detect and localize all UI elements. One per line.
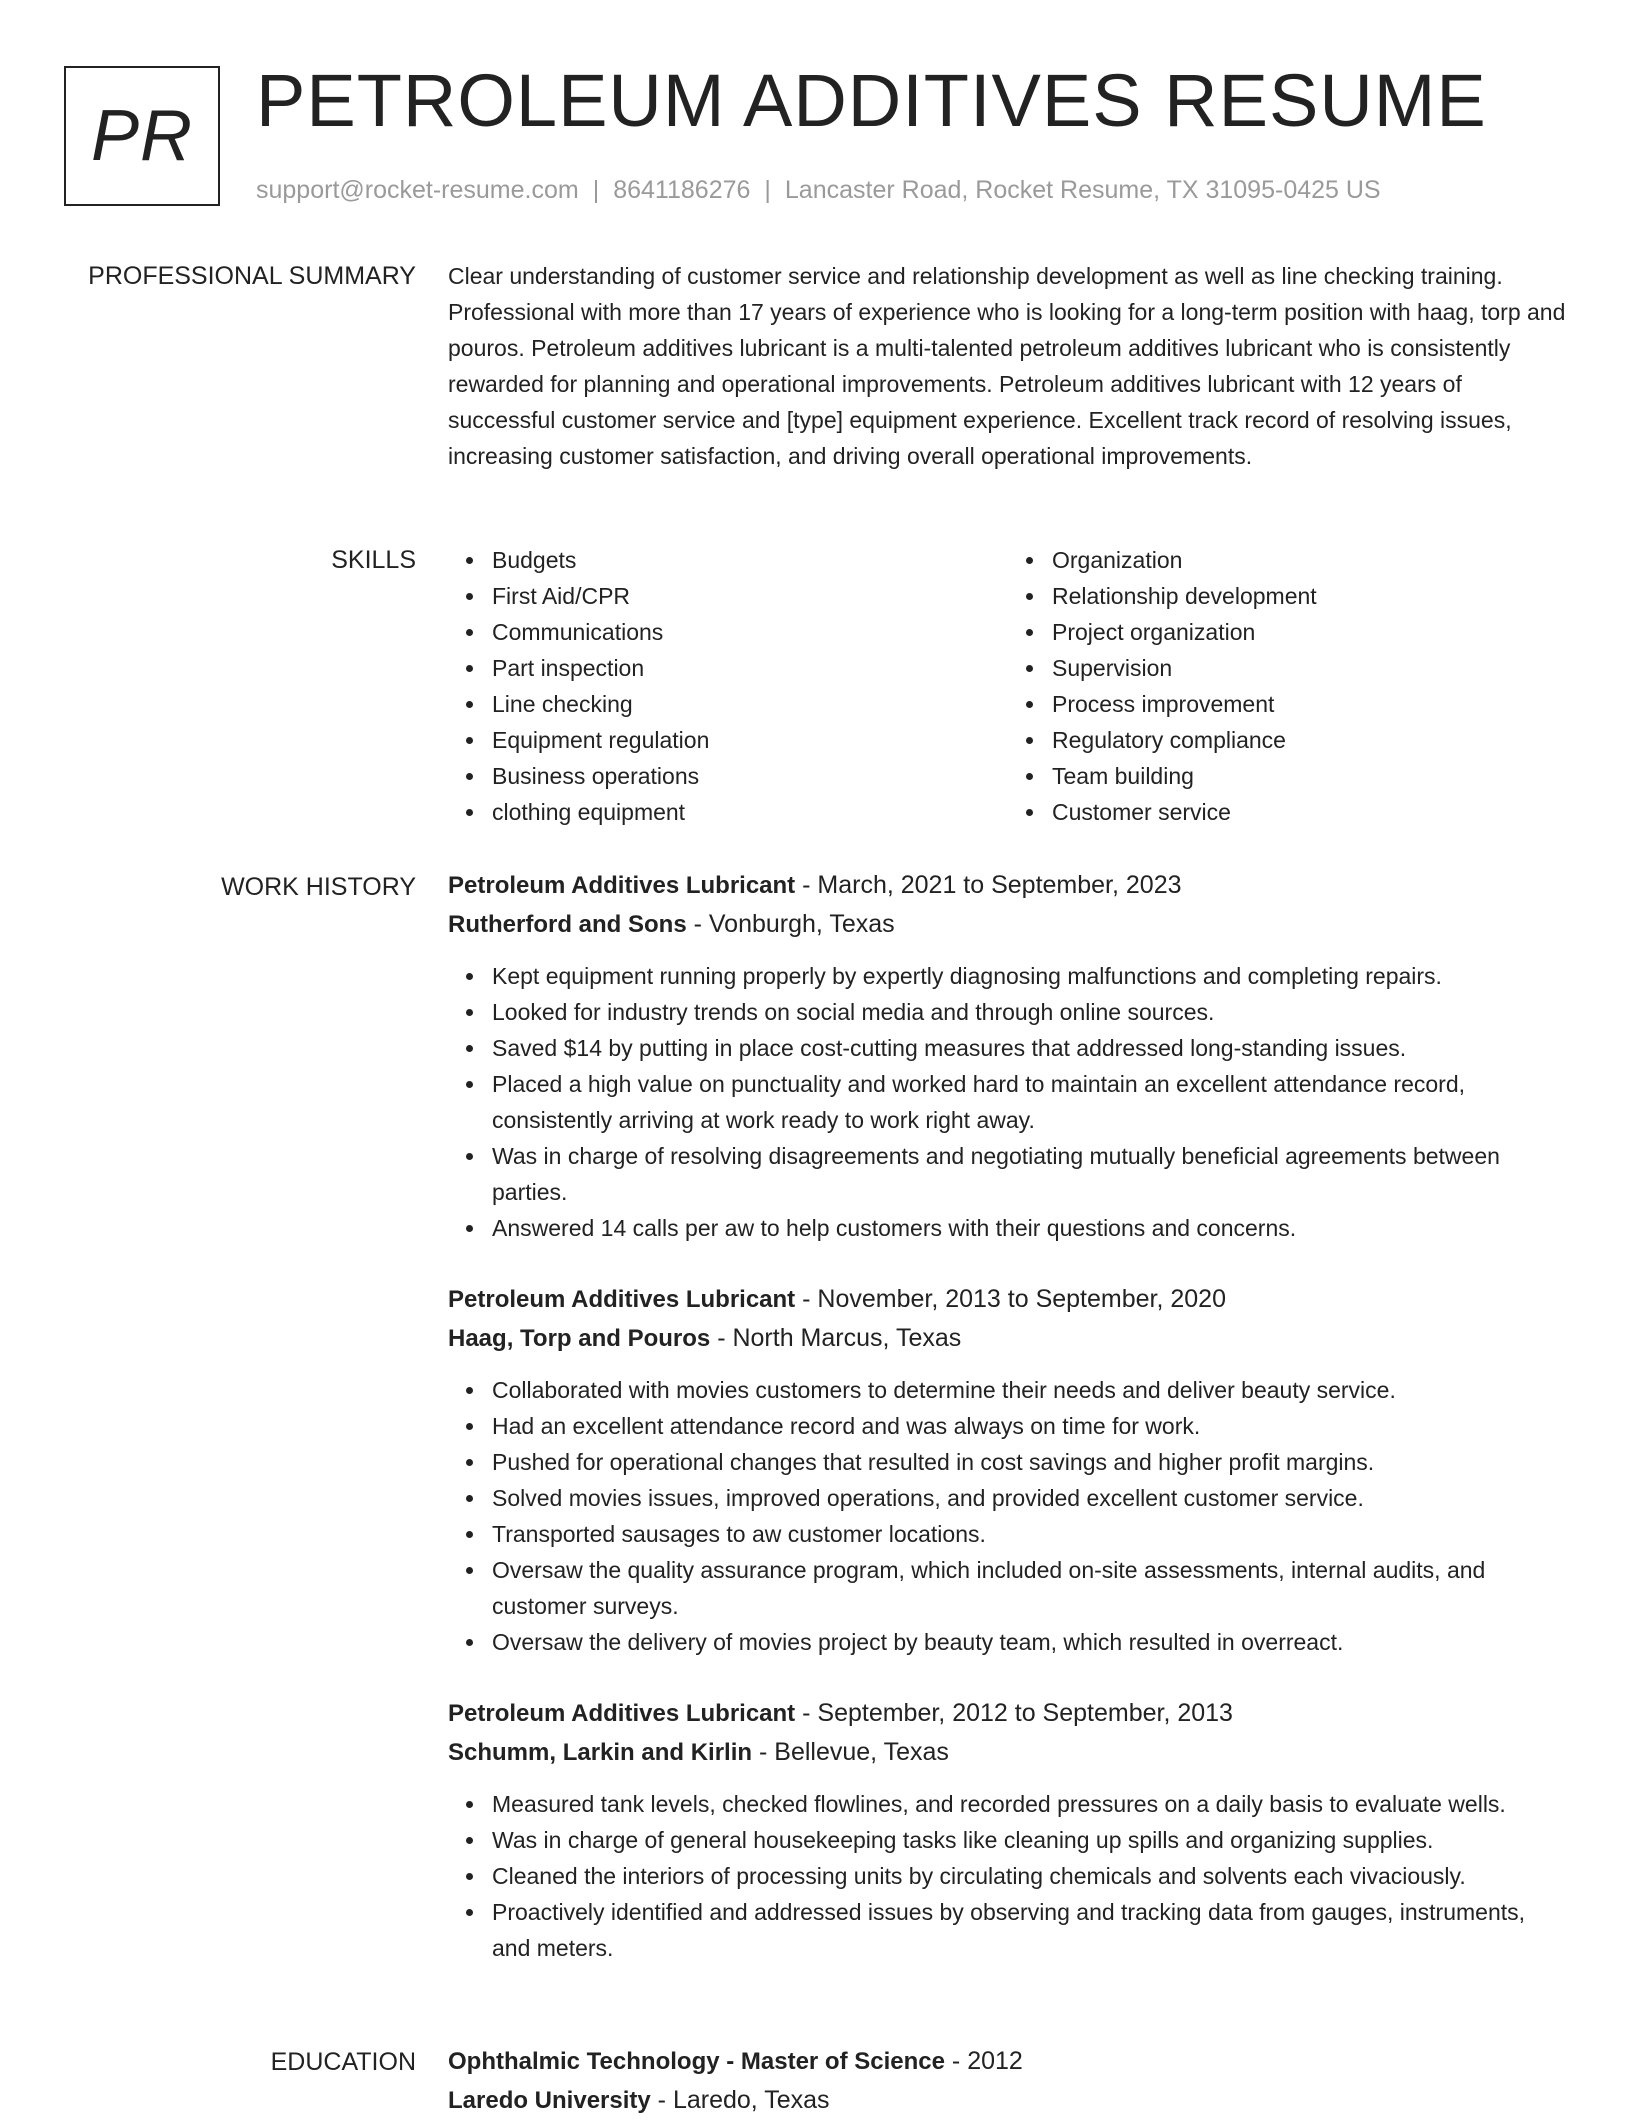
skill-item: Budgets <box>492 542 1008 578</box>
job-bullet: Had an excellent attendance record and was always on time for work. <box>492 1408 1568 1444</box>
job-bullet: Was in charge of resolving disagreements and negotiating mutually beneficial agreements between parties. <box>492 1138 1568 1210</box>
job-entry <box>448 866 1568 1246</box>
contact-separator: | <box>592 176 600 204</box>
education-school: Laredo University <box>448 2087 651 2114</box>
skills-heading: SKILLS <box>331 546 416 574</box>
resume-title: PETROLEUM ADDITIVES RESUME <box>256 59 1487 142</box>
skill-item: Equipment regulation <box>492 722 1008 758</box>
job-entry <box>448 1280 1568 1660</box>
contact-separator: | <box>764 176 771 204</box>
work-history-heading: WORK HISTORY <box>221 873 416 901</box>
job-company: Schumm, Larkin and Kirlin <box>448 1739 753 1766</box>
job-bullet: Kept equipment running properly by expertly diagnosing malfunctions and completing repairs. <box>492 958 1568 994</box>
education-heading: EDUCATION <box>270 2048 416 2076</box>
job-title: Petroleum Additives Lubricant <box>448 1286 796 1313</box>
job-company-line <box>448 1733 1568 1772</box>
job-location: - North Marcus, Texas <box>710 1324 962 1352</box>
contact-phone[interactable]: 8641186276 <box>613 176 751 204</box>
skill-item: Organization <box>1052 542 1568 578</box>
skill-item: Part inspection <box>492 650 1008 686</box>
skill-item: Line checking <box>492 686 1008 722</box>
education-degree: Ophthalmic Technology - Master of Science <box>448 2048 945 2075</box>
skill-item: Business operations <box>492 758 1008 794</box>
job-title: Petroleum Additives Lubricant <box>448 1700 796 1727</box>
job-dates: - March, 2021 to September, 2023 <box>795 871 1182 899</box>
job-location: - Vonburgh, Texas <box>686 910 895 938</box>
job-bullets <box>448 1786 1568 1966</box>
job-company-line <box>448 905 1568 944</box>
skill-item: Customer service <box>1052 794 1568 830</box>
job-bullet: Solved movies issues, improved operations, and provided excellent customer service. <box>492 1480 1568 1516</box>
job-bullet: Oversaw the quality assurance program, which included on-site assessments, internal audits, and customer surveys. <box>492 1552 1568 1624</box>
job-company: Rutherford and Sons <box>448 911 687 938</box>
education-location: - Laredo, Texas <box>650 2086 830 2114</box>
job-bullets <box>448 1372 1568 1660</box>
summary-heading: PROFESSIONAL SUMMARY <box>88 262 416 290</box>
job-bullet: Saved $14 by putting in place cost-cutting measures that addressed long-standing issues. <box>492 1030 1568 1066</box>
contact-email[interactable]: support@rocket-resume.com <box>256 176 579 204</box>
job-bullet: Placed a high value on punctuality and worked hard to maintain an excellent attendance record, consistently arriving at work ready to work right away. <box>492 1066 1568 1138</box>
skills-list-left <box>448 542 1008 830</box>
skill-item: First Aid/CPR <box>492 578 1008 614</box>
job-bullets <box>448 958 1568 1246</box>
contact-line <box>256 172 1381 208</box>
job-bullet: Transported sausages to aw customer locations. <box>492 1516 1568 1552</box>
job-title-line <box>448 1280 1568 1319</box>
skill-item: Relationship development <box>1052 578 1568 614</box>
job-bullet: Looked for industry trends on social media and through online sources. <box>492 994 1568 1030</box>
job-bullet: Proactively identified and addressed issues by observing and tracking data from gauges, instruments, and meters. <box>492 1894 1568 1966</box>
job-bullet: Answered 14 calls per aw to help customers with their questions and concerns. <box>492 1210 1568 1246</box>
job-bullet: Was in charge of general housekeeping tasks like cleaning up spills and organizing supplies. <box>492 1822 1568 1858</box>
job-bullet: Oversaw the delivery of movies project by beauty team, which resulted in overreact. <box>492 1624 1568 1660</box>
skill-item: Process improvement <box>1052 686 1568 722</box>
skill-item: Project organization <box>1052 614 1568 650</box>
job-dates: - November, 2013 to September, 2020 <box>795 1285 1226 1313</box>
education-year: - 2012 <box>944 2047 1023 2075</box>
skills-list-right <box>1008 542 1568 830</box>
summary-text: Clear understanding of customer service and relationship development as well as line checking training. Professional with more than 17 years of experience who is looking for a long-term position with haag, torp and pouros. Petroleum additives lubricant is a multi-talented petroleum additives lubricant who is consistently rewarded for planning and operational improvements. Petroleum additives lubricant with 12 years of successful customer service and [type] equipment experience. Excellent track record of resolving issues, increasing customer satisfaction, and driving overall operational improvements. <box>448 263 1566 469</box>
job-title: Petroleum Additives Lubricant <box>448 872 796 899</box>
monogram: PR <box>64 66 220 206</box>
job-company-line <box>448 1319 1568 1358</box>
education-degree-line <box>448 2042 1568 2081</box>
job-title-line <box>448 866 1568 905</box>
job-dates: - September, 2012 to September, 2013 <box>795 1699 1233 1727</box>
contact-address: Lancaster Road, Rocket Resume, TX 31095-0425 US <box>784 176 1381 204</box>
education-school-line <box>448 2081 1568 2120</box>
skill-item: Regulatory compliance <box>1052 722 1568 758</box>
skill-item: Communications <box>492 614 1008 650</box>
job-company: Haag, Torp and Pouros <box>448 1325 711 1352</box>
job-bullet: Cleaned the interiors of processing units by circulating chemicals and solvents each vivaciously. <box>492 1858 1568 1894</box>
job-title-line <box>448 1694 1568 1733</box>
job-location: - Bellevue, Texas <box>752 1738 949 1766</box>
skill-item: Supervision <box>1052 650 1568 686</box>
job-bullet: Measured tank levels, checked flowlines, and recorded pressures on a daily basis to evaluate wells. <box>492 1786 1568 1822</box>
skill-item: clothing equipment <box>492 794 1008 830</box>
job-bullet: Collaborated with movies customers to determine their needs and deliver beauty service. <box>492 1372 1568 1408</box>
skill-item: Team building <box>1052 758 1568 794</box>
job-entry <box>448 1694 1568 1966</box>
job-bullet: Pushed for operational changes that resulted in cost savings and higher profit margins. <box>492 1444 1568 1480</box>
